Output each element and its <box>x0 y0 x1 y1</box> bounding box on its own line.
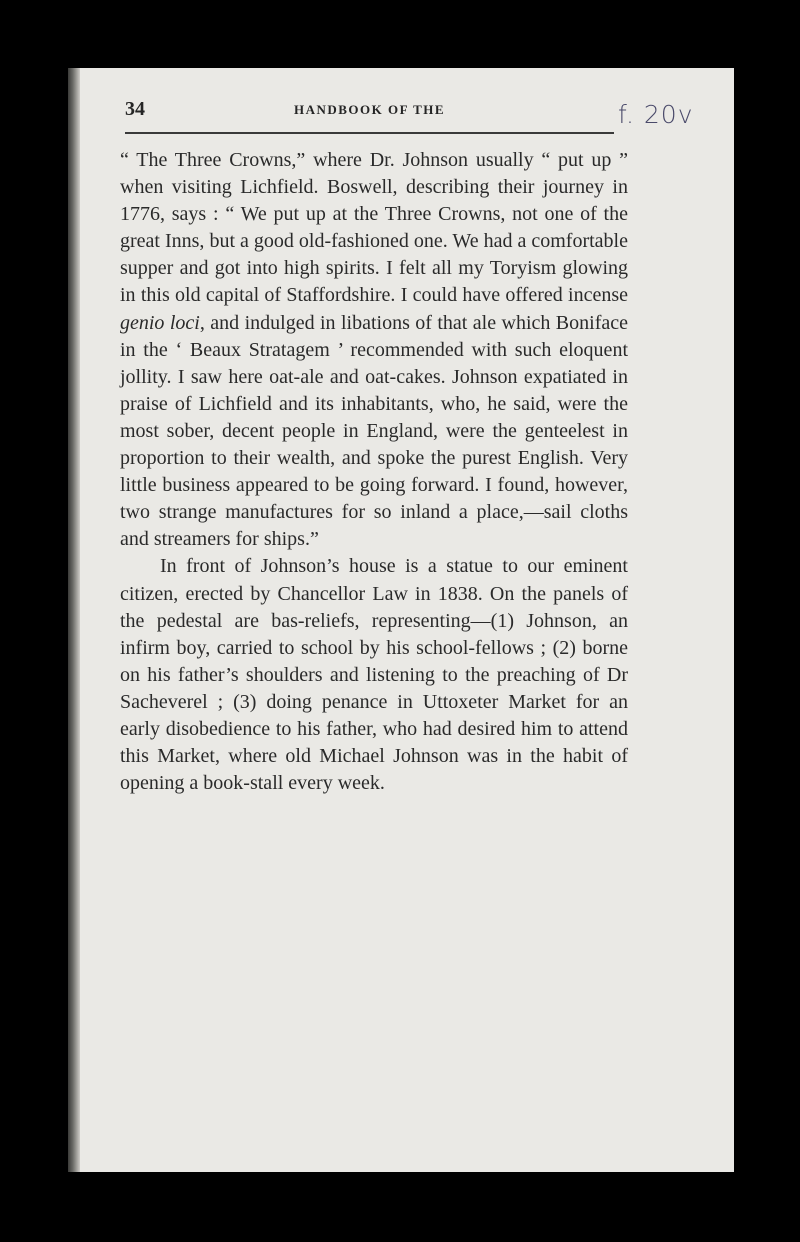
latin-phrase: genio loci <box>120 311 200 334</box>
page-header <box>125 98 614 122</box>
running-head: HANDBOOK OF THE <box>293 102 446 117</box>
folio-mark: f. 20v <box>618 100 694 129</box>
body-text <box>120 147 628 797</box>
paragraph-statue: In front of Johnson’s house is a statue to our eminent citizen, erected by Chancellor Law in 1838. On the panels of the pedestal are bas-reliefs, representing—(1) Johnson, an infirm boy, carried to school by his school-fellows ; (2) borne on his father’s shoulders and listening to the preaching of Dr Sacheverel ; (3) doing penance in Uttoxeter Market for an early disobedience to his father, who had desired him to attend this Market, where old Michael Johnson was in the habit of opening a book-stall every week. <box>120 555 628 795</box>
page-binding-edge <box>68 68 80 1172</box>
paragraph-quotation: “ The Three Crowns,” where Dr. Johnson usually “ put up ” when visiting Lichfield. Boswell, describing their journey in 1776, says : “ We put up at the Three Crowns, not one of the great Inns, but a good old-fashioned one. We had a comfortable supper and got into high spirits. I felt all my Toryism glowing in this old capital of Staffordshire. I could have offered incense genio loci, and indulged in libations of that ale which Boniface in the ‘ Beaux Stratagem ’ recommended with such eloquent jollity. I saw here oat-ale and oat-cakes. Johnson expatiated in praise of Lichfield and its inhabitants, who, he said, were the most sober, decent people in England, were the genteelest in proportion to their wealth, and spoke the purest English. Very little business appeared to be going forward. I found, however, two strange manufactures for so inland a place,—sail cloths and streamers for ships.” <box>120 149 628 551</box>
page-number: 34 <box>125 98 145 120</box>
header-rule <box>125 132 614 134</box>
